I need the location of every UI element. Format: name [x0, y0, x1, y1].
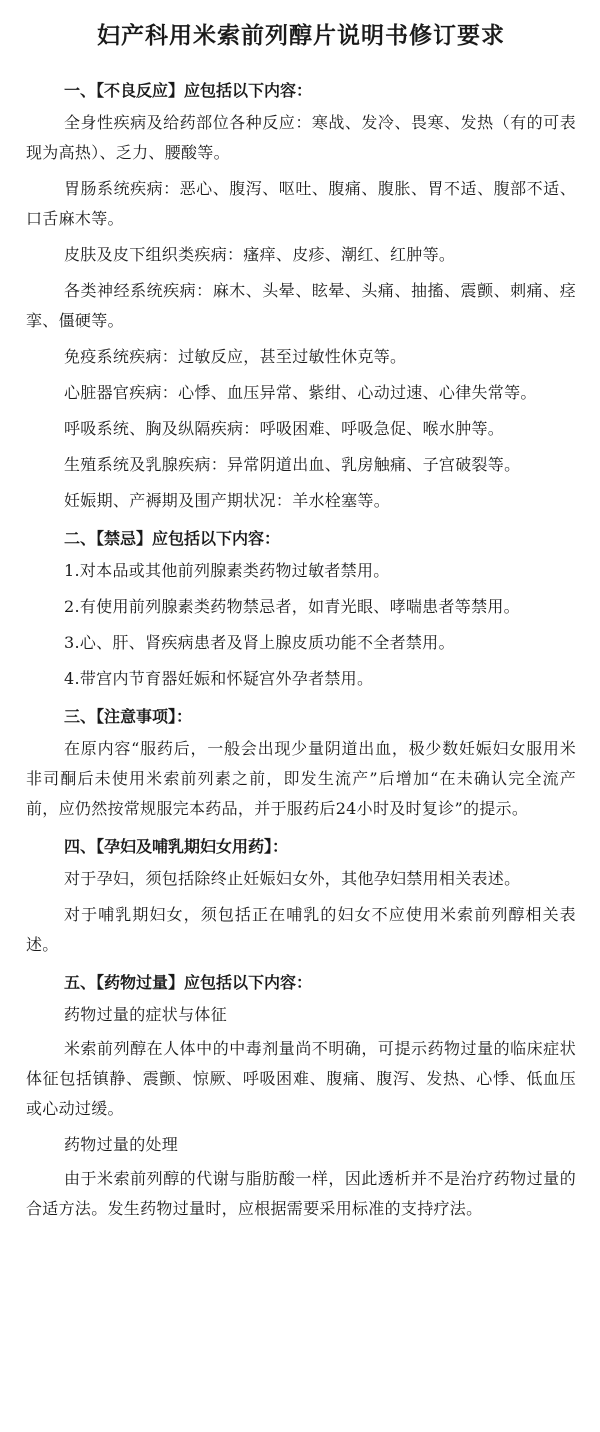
paragraph: 1.对本品或其他前列腺素类药物过敏者禁用。 — [64, 561, 390, 580]
paragraph: 生殖系统及乳腺疾病：异常阴道出血、乳房触痛、子宫破裂等。 — [64, 455, 521, 474]
section-contraindications — [26, 522, 576, 694]
section-heading: 三、【注意事项】： — [64, 707, 193, 726]
paragraph: 2.有使用前列腺素类药物禁忌者，如青光眼、哮喘患者等禁用。 — [64, 597, 520, 616]
paragraph: 心脏器官疾病：心悸、血压异常、紫绀、心动过速、心律失常等。 — [64, 383, 537, 402]
section-adverse-reactions — [26, 74, 576, 516]
document-title: 妇产科用米索前列醇片说明书修订要求 — [97, 22, 505, 49]
section-heading: 四、【孕妇及哺乳期妇女用药】： — [64, 837, 289, 856]
section-pregnancy-lactation — [26, 830, 576, 960]
paragraph: 呼吸系统、胸及纵隔疾病：呼吸困难、呼吸急促、喉水肿等。 — [64, 419, 505, 438]
section-precautions — [26, 700, 576, 824]
paragraph: 米索前列醇在人体中的中毒剂量尚不明确，可提示药物过量的临床症状体征包括镇静、震颤、惊厥、呼吸困难、腹痛、腹泻、发热、心悸、低血压或心动过缓。 — [26, 1039, 576, 1118]
section-heading: 五、【药物过量】应包括以下内容： — [64, 973, 313, 992]
paragraph: 全身性疾病及给药部位各种反应：寒战、发冷、畏寒、发热（有的可表现为高热）、乏力、腰酸等。 — [26, 113, 576, 162]
paragraph: 对于哺乳期妇女，须包括正在哺乳的妇女不应使用米索前列醇相关表述。 — [26, 905, 576, 954]
paragraph: 3.心、肝、肾疾病患者及肾上腺皮质功能不全者禁用。 — [64, 633, 455, 652]
paragraph: 胃肠系统疾病：恶心、腹泻、呕吐、腹痛、腹胀、胃不适、腹部不适、口舌麻木等。 — [26, 179, 576, 228]
section-overdose — [26, 966, 576, 1224]
paragraph: 在原内容“服药后，一般会出现少量阴道出血，极少数妊娠妇女服用米非司酮后未使用米索前列素之前，即发生流产”后增加“在未确认完全流产前，应仍然按常规服完本药品，并于服药后24小时及时复诊”的提示。 — [26, 739, 576, 818]
paragraph: 皮肤及皮下组织类疾病：瘙痒、皮疹、潮红、红肿等。 — [64, 245, 456, 264]
paragraph: 对于孕妇，须包括除终止妊娠妇女外，其他孕妇禁用相关表述。 — [64, 869, 521, 888]
paragraph: 免疫系统疾病：过敏反应，甚至过敏性休克等。 — [64, 347, 407, 366]
section-heading: 一、【不良反应】应包括以下内容： — [64, 81, 313, 100]
section-heading: 二、【禁忌】应包括以下内容： — [64, 529, 281, 548]
paragraph: 药物过量的症状与体征 — [64, 1005, 228, 1024]
paragraph: 4.带宫内节育器妊娠和怀疑宫外孕者禁用。 — [64, 669, 374, 688]
paragraph: 妊娠期、产褥期及围产期状况：羊水栓塞等。 — [64, 491, 391, 510]
paragraph: 各类神经系统疾病：麻木、头晕、眩晕、头痛、抽搐、震颤、刺痛、痉挛、僵硬等。 — [26, 281, 576, 330]
paragraph: 药物过量的处理 — [64, 1135, 179, 1154]
paragraph: 由于米索前列醇的代谢与脂肪酸一样，因此透析并不是治疗药物过量的合适方法。发生药物过量时，应根据需要采用标准的支持疗法。 — [26, 1169, 576, 1218]
